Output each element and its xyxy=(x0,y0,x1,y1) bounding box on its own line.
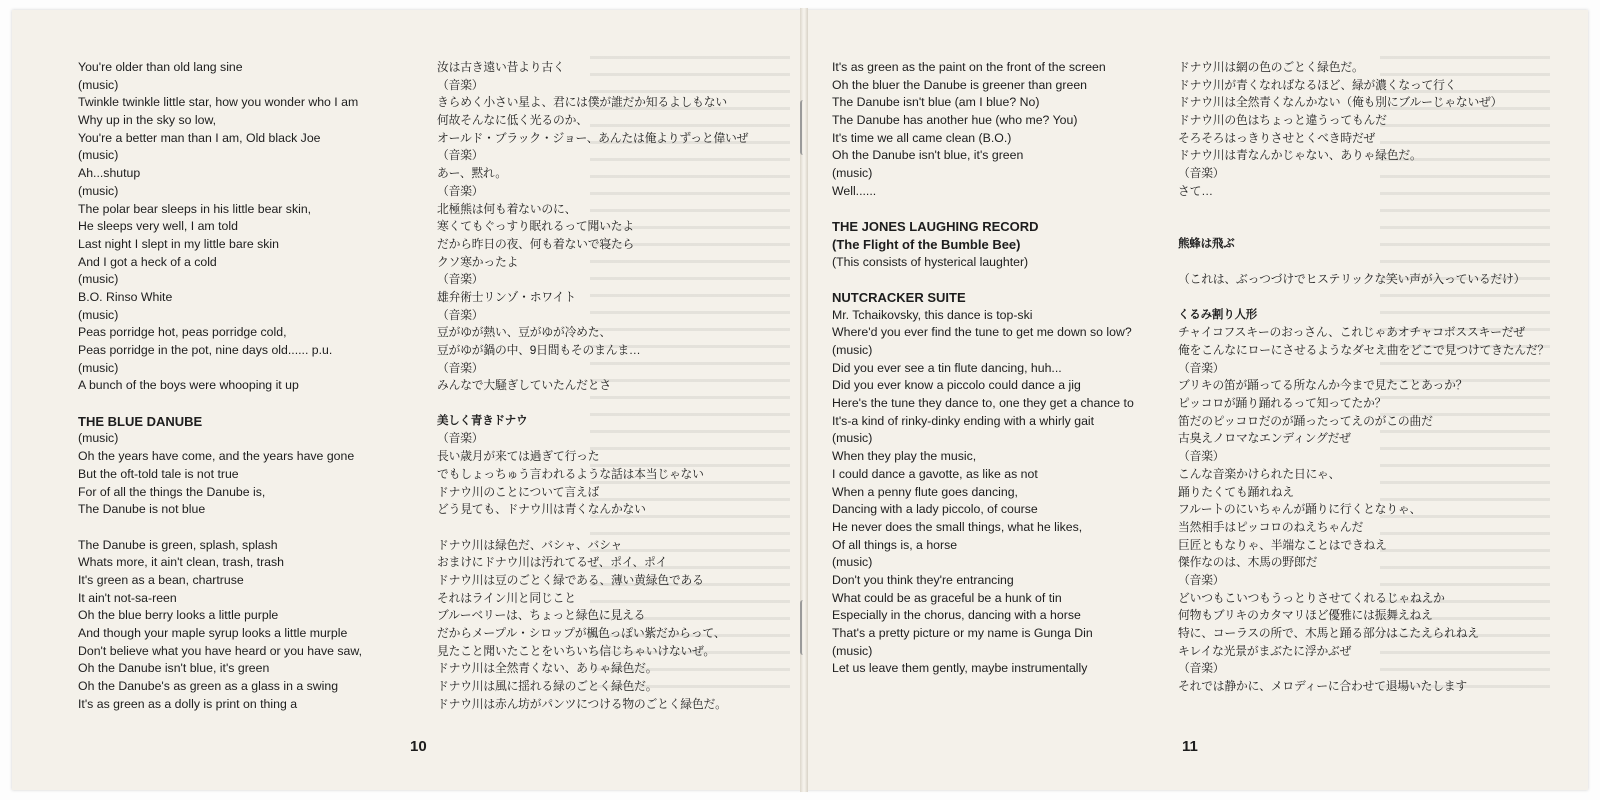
lyric-line: Twinkle twinkle little star, how you wonder who I am xyxy=(78,95,359,110)
lyric-line: フルートのにいちゃんが踊りに行くとなりゃ、 xyxy=(1178,502,1422,517)
staple-bottom xyxy=(800,600,808,655)
left-japanese-lyrics xyxy=(437,59,748,713)
lyric-line: Don't believe what you have heard or you have saw, xyxy=(78,643,362,658)
lyric-line: Oh the Danube isn't blue, it's green xyxy=(78,661,270,676)
lyric-line: ドナウ川は網の色のごとく緑色だ。 xyxy=(1178,60,1364,74)
lyric-line: Oh the blue berry looks a little purple xyxy=(78,608,279,623)
lyric-line: （音楽） xyxy=(1178,572,1225,587)
lyric-line: あー、黙れ。 xyxy=(437,166,507,181)
lyric-line: 見たこと聞いたことをいちいち信じちゃいけないぜ。 xyxy=(437,643,715,658)
lyric-line: こんな音楽かけられた日にゃ、 xyxy=(1178,466,1341,481)
lyric-line: 汝は古き遠い昔より古く xyxy=(437,60,565,74)
lyric-line: But the oft-told tale is not true xyxy=(78,466,239,481)
spacer xyxy=(832,201,1134,219)
lyric-line: 巨匠ともなりゃ、半端なことはできねえ xyxy=(1178,537,1387,552)
lyric-line: （音楽） xyxy=(1178,449,1225,464)
lyric-line: そろそろはっきりさせとくべき時だぜ xyxy=(1178,130,1376,145)
page-number-right: 11 xyxy=(1182,738,1198,755)
lyric-line: (music) xyxy=(78,431,119,446)
lyric-line: (music) xyxy=(832,166,873,181)
lyric-line: 長い歳月が来ては過ぎて行った xyxy=(437,449,600,464)
lyric-line: He never does the small things, what he likes, xyxy=(832,519,1083,534)
lyric-line: （音楽） xyxy=(437,148,484,163)
lyric-line: （音楽） xyxy=(437,272,484,287)
lyric-line: 俺をこんなにローにさせるようなダセえ曲をどこで見つけてきたんだ？ xyxy=(1178,343,1550,357)
lyric-line: それでは静かに、メロディーに合わせて退場いたします xyxy=(1178,679,1467,694)
lyric-line: どう見ても、ドナウ川は青くなんかない xyxy=(437,502,646,517)
spacer xyxy=(1178,218,1549,236)
lyric-line: The Danube is not blue xyxy=(78,502,206,517)
spacer xyxy=(1178,201,1549,219)
lyric-line: Peas porridge hot, peas porridge cold, xyxy=(78,325,287,340)
section-heading: THE JONES LAUGHING RECORD xyxy=(832,219,1039,235)
lyric-line: Why up in the sky so low, xyxy=(78,113,217,128)
lyric-line: おまけにドナウ川は汚れてるぜ、ポイ、ポイ xyxy=(437,555,668,570)
lyric-line: Oh the bluer the Danube is greener than green xyxy=(832,77,1087,92)
lyric-line: The polar bear sleeps in his little bear skin, xyxy=(78,201,312,216)
section-heading-japanese: 熊蜂は飛ぶ xyxy=(1178,237,1235,250)
lyric-line: (music) xyxy=(832,431,873,446)
lyric-line: What could be as graceful be a hunk of tin xyxy=(832,590,1062,605)
lyric-line: 豆がゆが鍋の中、9日間もそのまんま… xyxy=(437,343,641,357)
page-number-left: 10 xyxy=(410,738,427,755)
lyric-line: 北極熊は何も着ないのに、 xyxy=(437,201,577,216)
lyric-line: Oh the years have come, and the years have gone xyxy=(78,449,355,464)
lyric-line: Ah...shutup xyxy=(78,166,141,181)
lyric-line: It's as green as the paint on the front of the screen xyxy=(832,60,1106,74)
lyric-line: Did you ever know a piccolo could dance a jig xyxy=(832,378,1081,393)
lyric-line: （音楽） xyxy=(437,183,484,198)
section-heading-japanese: 美しく青きドナウ xyxy=(437,414,528,427)
lyric-line: 傑作なのは、木馬の野郎だ xyxy=(1178,555,1318,570)
lyric-line: （音楽） xyxy=(437,77,484,92)
lyric-line: And though your maple syrup looks a little murple xyxy=(78,626,348,640)
lyric-line: (This consists of hysterical laughter) xyxy=(832,254,1029,269)
lyric-line: You're a better man than I am, Old black Joe xyxy=(78,130,321,145)
lyric-line: キレイな光景がまぶたに浮かぶぜ xyxy=(1178,643,1352,658)
lyric-line: （音楽） xyxy=(437,431,484,446)
lyric-line: Dancing with a lady piccolo, of course xyxy=(832,502,1038,517)
lyric-line: When a penny flute goes dancing, xyxy=(832,484,1018,499)
lyric-line: クソ寒かったよ xyxy=(437,254,519,269)
lyric-line: きらめく小さい星よ、君には僕が誰だか知るよしもない xyxy=(437,95,727,110)
lyric-line: The Danube is green, splash, splash xyxy=(78,537,278,552)
lyric-line: ピッコロが踊り踊れるって知ってたか？ xyxy=(1178,396,1387,411)
lyric-line: A bunch of the boys were whooping it up xyxy=(78,378,299,393)
spacer xyxy=(78,395,362,413)
lyric-line: ドナウ川は全然青くなんかない（俺も別にブルーじゃないぜ） xyxy=(1178,95,1503,110)
lyric-line: オールド・ブラック・ジョー、あんたは俺よりずっと偉いぜ xyxy=(437,130,749,145)
spacer xyxy=(1178,254,1549,272)
lyric-line: The Danube has another hue (who me? You) xyxy=(832,113,1078,128)
lyric-line: (music) xyxy=(78,272,119,287)
lyric-line: 笛だのピッコロだのが踊ったってえのがこの曲だ xyxy=(1178,413,1433,428)
lyric-line: It's green as a bean, chartruse xyxy=(78,572,244,587)
lyric-line: Mr. Tchaikovsky, this dance is top-ski xyxy=(832,307,1033,322)
lyric-line: 何故そんなに低く光るのか、 xyxy=(437,113,588,128)
lyric-line: (music) xyxy=(78,148,119,163)
lyric-line: （音楽） xyxy=(1178,166,1225,181)
section-heading: (The Flight of the Bumble Bee) xyxy=(832,236,1021,252)
spacer xyxy=(78,519,362,537)
lyric-line: (music) xyxy=(78,183,119,198)
lyric-line: ドナウ川は緑色だ、バシャ、バシャ xyxy=(437,537,623,552)
lyric-line: 踊りたくても踊れねえ xyxy=(1178,484,1294,499)
lyric-line: I could dance a gavotte, as like as not xyxy=(832,466,1038,481)
lyric-line: ドナウ川は青なんかじゃない、ありゃ緑色だ。 xyxy=(1178,148,1422,163)
lyric-line: ドナウ川のことについて言えば xyxy=(437,484,600,499)
lyric-line: It's time we all came clean (B.O.) xyxy=(832,130,1012,145)
lyric-line: 豆がゆが熱い、豆がゆが冷めた、 xyxy=(437,325,611,340)
lyric-line: 当然相手はピッコロのねえちゃんだ xyxy=(1178,519,1364,534)
lyric-line: Especially in the chorus, dancing with a horse xyxy=(832,608,1081,623)
lyric-line: (music) xyxy=(832,643,873,658)
lyric-line: チャイコフスキーのおっさん、これじゃあオチャコボススキーだぜ xyxy=(1178,325,1525,340)
lyric-line: It ain't not-sa-reen xyxy=(78,590,177,605)
lyric-line: だから昨日の夜、何も着ないで寝たら xyxy=(437,236,635,251)
lyric-line: ドナウ川は赤ん坊がパンツにつける物のごとく緑色だ。 xyxy=(437,696,727,711)
lyric-line: （音楽） xyxy=(1178,360,1225,375)
lyric-line: The Danube isn't blue (am I blue? No) xyxy=(832,95,1040,110)
lyric-line: （音楽） xyxy=(1178,661,1225,676)
lyric-line: だからメープル・シロップが楓色っぽい紫だからって、 xyxy=(437,626,726,640)
lyric-line: You're older than old lang sine xyxy=(78,60,243,74)
lyric-line: (music) xyxy=(832,555,873,570)
section-heading: NUTCRACKER SUITE xyxy=(832,289,966,305)
lyric-line: ドナウ川の色はちょっと違うってもんだ xyxy=(1178,113,1387,128)
lyric-line: ドナウ川は風に揺れる緑のごとく緑色だ。 xyxy=(437,679,658,694)
left-english-lyrics xyxy=(78,59,362,713)
lyric-line: 雄弁術士リンゾ・ホワイト xyxy=(437,289,576,304)
spacer xyxy=(832,271,1134,289)
right-english-lyrics xyxy=(832,59,1134,678)
lyric-line: It's as green as a dolly is print on thing a xyxy=(78,696,298,711)
lyric-line: It's-a kind of rinky-dinky ending with a whirly gait xyxy=(832,413,1095,428)
spacer xyxy=(437,519,748,537)
lyric-line: ブルーベリーは、ちょっと緑色に見える xyxy=(437,608,646,623)
lyric-line: （これは、ぶっつづけでヒステリックな笑い声が入っているだけ） xyxy=(1178,272,1526,287)
right-japanese-lyrics xyxy=(1178,59,1549,696)
lyric-line: (music) xyxy=(78,307,119,322)
spacer xyxy=(1178,289,1549,307)
lyric-line: （音楽） xyxy=(437,360,484,375)
section-heading: THE BLUE DANUBE xyxy=(78,413,203,429)
lyric-line: ドナウ川は豆のごとく緑である、薄い黄緑色である xyxy=(437,572,704,587)
lyric-line: (music) xyxy=(832,343,873,357)
lyric-line: Peas porridge in the pot, nine days old...... p.u. xyxy=(78,343,333,357)
lyric-line: Last night I slept in my little bare skin xyxy=(78,236,279,251)
lyric-line: Well...... xyxy=(832,183,877,198)
lyric-line: Where'd you ever find the tune to get me down so low? xyxy=(832,325,1132,340)
section-heading-japanese: くるみ割り人形 xyxy=(1178,308,1258,321)
lyric-line: And I got a heck of a cold xyxy=(78,254,217,269)
lyric-line: ドナウ川が青くなればなるほど、緑が濃くなって行く xyxy=(1178,77,1457,92)
lyric-line: Of all things is, a horse xyxy=(832,537,958,552)
lyric-line: それはライン川と同じこと xyxy=(437,590,576,605)
lyric-line: ブリキの笛が踊ってる所なんか今まで見たことあっか？ xyxy=(1178,378,1468,393)
lyric-line: That's a pretty picture or my name is Gunga Din xyxy=(832,626,1093,640)
lyric-line: ドナウ川は全然青くない、ありゃ緑色だ。 xyxy=(437,661,658,676)
lyric-line: Oh the Danube isn't blue, it's green xyxy=(832,148,1024,163)
lyric-line: Did you ever see a tin flute dancing, huh... xyxy=(832,360,1062,375)
lyric-line: でもしょっちゅう言われるような話は本当じゃない xyxy=(437,466,704,481)
lyric-line: 特に、コーラスの所で、木馬と踊る部分はこたえられねえ xyxy=(1178,626,1479,640)
lyric-line: B.O. Rinso White xyxy=(78,289,173,304)
lyric-line: Let us leave them gently, maybe instrumentally xyxy=(832,661,1088,676)
lyric-line: For of all the things the Danube is, xyxy=(78,484,266,499)
lyric-line: Don't you think they're entrancing xyxy=(832,572,1014,587)
lyric-line: When they play the music, xyxy=(832,449,977,464)
lyric-line: （音楽） xyxy=(437,307,484,322)
lyric-line: Here's the tune they dance to, one they get a chance to xyxy=(832,396,1134,411)
lyric-line: みんなで大騒ぎしていたんだとさ xyxy=(437,378,611,393)
lyric-line: 古臭えノロマなエンディングだぜ xyxy=(1178,431,1351,446)
lyric-line: さて… xyxy=(1178,183,1213,198)
lyric-line: どいつもこいつもうっとりさせてくれるじゃねえか xyxy=(1178,590,1445,605)
lyric-line: (music) xyxy=(78,360,119,375)
lyric-line: He sleeps very well, I am told xyxy=(78,219,238,234)
lyric-line: (music) xyxy=(78,77,119,92)
lyric-line: Whats more, it ain't clean, trash, trash xyxy=(78,555,285,570)
staple-top xyxy=(800,100,808,155)
lyric-line: 何物もブリキのカタマリほど優雅には振舞えねえ xyxy=(1178,608,1433,623)
lyric-line: Oh the Danube's as green as a glass in a swing xyxy=(78,679,339,694)
spacer xyxy=(437,395,748,413)
lyric-line: 寒くてもぐっすり眠れるって聞いたよ xyxy=(437,219,634,234)
